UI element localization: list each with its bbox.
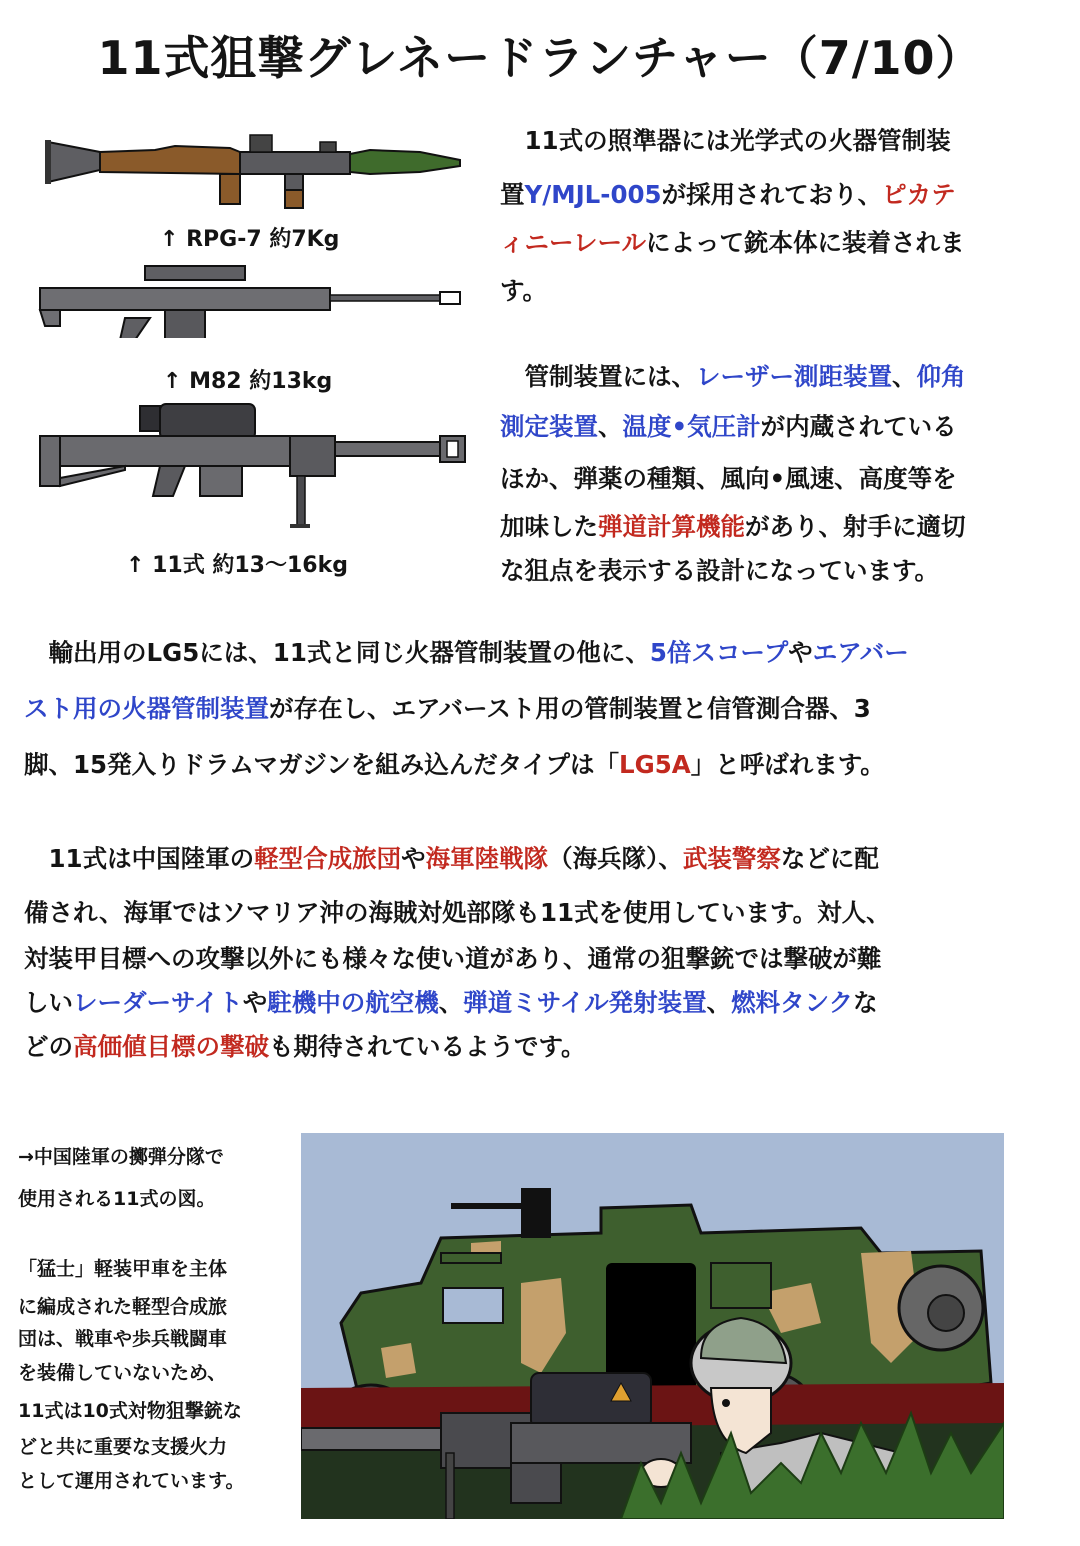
- text-line: スト用の火器管制装置が存在し、エアバースト用の管制装置と信管測合器、3: [24, 694, 871, 723]
- highlight-blue: エアバー: [812, 638, 909, 667]
- text-line: す。: [500, 276, 548, 305]
- highlight-red: 弾道計算機能: [598, 512, 745, 541]
- highlight-blue: 測定装置: [500, 412, 598, 441]
- highlight-red: 武装警察: [682, 844, 781, 873]
- highlight-red: LG5A: [619, 750, 691, 779]
- highlight-blue: 5倍スコープ: [649, 638, 789, 667]
- highlight-red: ィニーレール: [500, 228, 647, 257]
- highlight-blue: 燃料タンク: [731, 988, 854, 1017]
- text-line: 置Y/MJL-005が採用されており、ピカテ: [500, 180, 956, 209]
- text-line: 測定装置、温度•気圧計が内蔵されている: [500, 412, 957, 441]
- highlight-blue: スト用の火器管制装置: [24, 694, 269, 723]
- text-line: 対装甲目標への攻撃以外にも様々な使い道があり、通常の狙撃銃では撃破が難: [24, 944, 882, 973]
- text-line: 加味した弾道計算機能があり、射手に適切: [500, 512, 966, 541]
- text-line: しいレーダーサイトや駐機中の航空機、弾道ミサイル発射装置、燃料タンクな: [24, 988, 878, 1017]
- text-line: 管制装置には、レーザー測距装置、仰角: [500, 362, 966, 391]
- text-line: 脚、15発入りドラムマガジンを組み込んだタイプは「LG5A」と呼ばれます。: [24, 750, 885, 779]
- highlight-red: 軽型合成旅団: [254, 844, 402, 873]
- highlight-blue: 温度•気圧計: [622, 412, 761, 441]
- highlight-blue: レーダーサイト: [73, 988, 243, 1017]
- highlight-red: 海軍陸戦隊: [425, 844, 549, 873]
- text-line: ほか、弾薬の種類、風向•風速、高度等を: [500, 464, 957, 493]
- type11-caption: ↑ 11式 約13〜16kg: [126, 553, 348, 578]
- highlight-blue: レーザー測距装置: [696, 362, 892, 391]
- text-line: 11式の照準器には光学式の火器管制装: [500, 126, 951, 155]
- type11-illustration: [35, 396, 475, 536]
- highlight-red: 高価値目標の撃破: [73, 1032, 269, 1061]
- highlight-blue: 弾道ミサイル発射装置: [463, 988, 707, 1017]
- text-line: ィニーレールによって銃本体に装着されま: [500, 228, 965, 257]
- highlight-blue: 駐機中の航空機: [267, 988, 439, 1017]
- rpg7-illustration: [40, 130, 470, 210]
- m82-caption: ↑ M82 約13kg: [163, 369, 333, 394]
- soldier-vehicle-illustration: [301, 1133, 1004, 1519]
- page-title: 11式狙撃グレネードランチャー（7/10）: [97, 31, 983, 85]
- text-line: 11式は中国陸軍の軽型合成旅団や海軍陸戦隊（海兵隊）、武装警察などに配: [24, 844, 879, 873]
- text-line: な狙点を表示する設計になっています。: [500, 556, 940, 585]
- text-line: 輸出用のLG5には、11式と同じ火器管制装置の他に、5倍スコープやエアバー: [24, 638, 909, 667]
- highlight-blue: 仰角: [916, 362, 966, 391]
- rpg7-caption: ↑ RPG-7 約7Kg: [160, 227, 340, 252]
- highlight-blue: Y/MJL-005: [524, 180, 662, 209]
- highlight-red: ピカテ: [882, 180, 956, 209]
- m82-illustration: [35, 258, 475, 338]
- text-line: 備され、海軍ではソマリア沖の海賊対処部隊も11式を使用しています。対人、: [24, 898, 891, 927]
- text-line: どの高価値目標の撃破も期待されているようです。: [24, 1032, 586, 1061]
- illustration-canvas: [301, 1133, 1004, 1519]
